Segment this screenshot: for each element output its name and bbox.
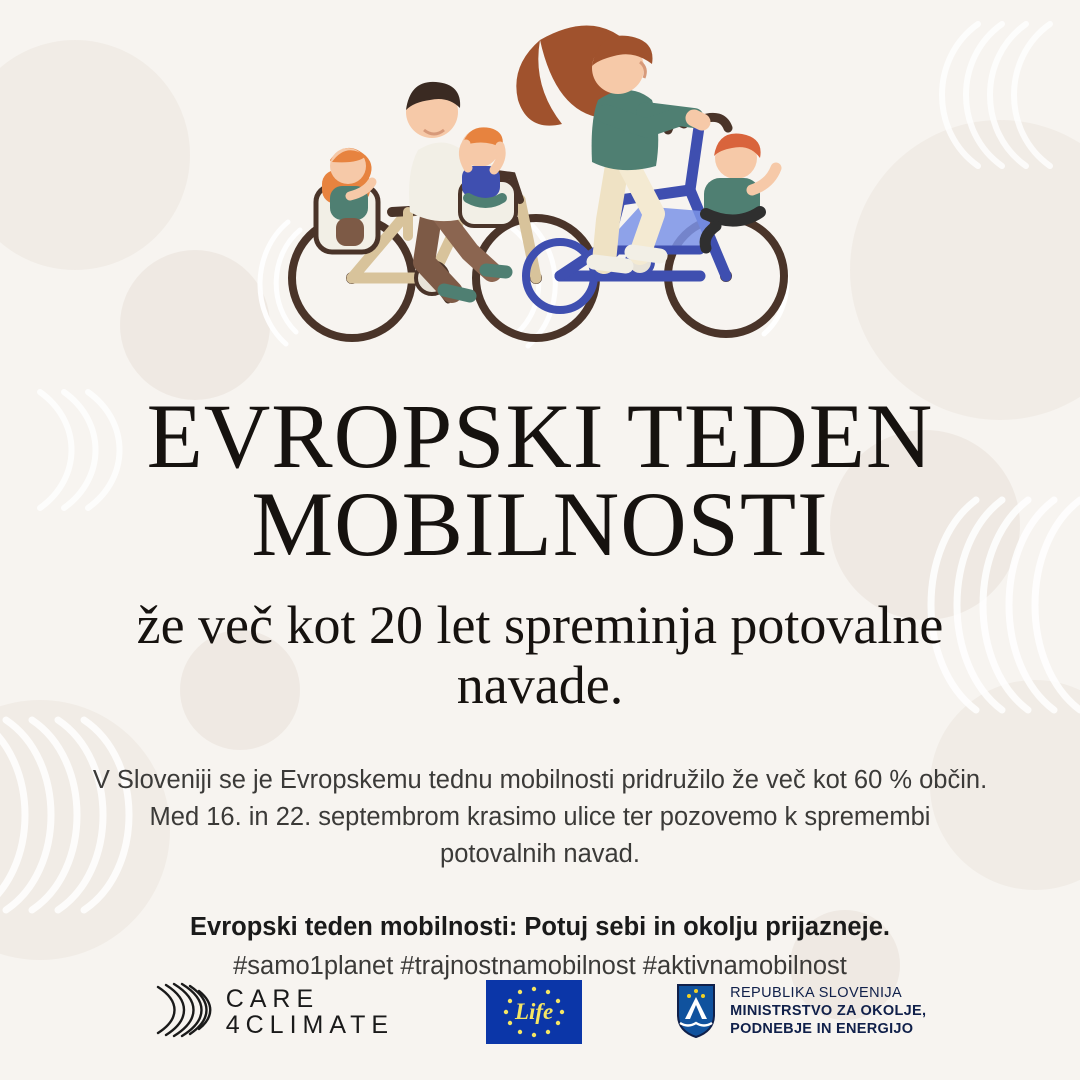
page-title: EVROPSKI TEDEN MOBILNOSTI [146, 385, 934, 576]
footer-logo-bar [0, 966, 1080, 1058]
campaign-claim: Evropski teden mobilnosti: Potuj sebi in okolju prijazneje. [190, 913, 890, 942]
body-paragraph: V Sloveniji se je Evropskemu tednu mobilnosti pridružilo že več kot 60 % občin. Med 16. in 22. septembrom krasimo ulice ter pozovemo k spremembi potovalnih navad. [92, 765, 988, 868]
life-programme-logo [486, 980, 582, 1044]
care4climate-wordmark [226, 986, 394, 1039]
ministry-logo [674, 981, 926, 1044]
fingerprint-icon [154, 979, 212, 1046]
eu-flag-icon [486, 980, 582, 1044]
poster-text-block [0, 385, 1080, 981]
hashtags-line: #samo1planet #trajnostnamobilnost #aktivnamobilnost [233, 952, 847, 981]
page-subtitle: že več kot 20 let spreminja potovalne navade. [136, 594, 944, 716]
care4climate-logo [154, 979, 394, 1046]
family-cycling-illustration [0, 0, 1080, 370]
care4climate-line1: CARE [225, 984, 320, 1013]
ministry-line3: PODNEBJE IN ENERGIJO [730, 1020, 914, 1037]
ministry-line2: MINISTRSTVO ZA OKOLJE, [730, 1003, 927, 1020]
slovenia-coat-of-arms-icon [674, 981, 718, 1044]
care4climate-line2: 4CLIMATE [225, 1011, 395, 1039]
ministry-line1: REPUBLIKA SLOVENIJA [730, 985, 903, 1002]
ministry-wordmark [730, 985, 926, 1038]
life-wordmark: Life [514, 999, 554, 1024]
